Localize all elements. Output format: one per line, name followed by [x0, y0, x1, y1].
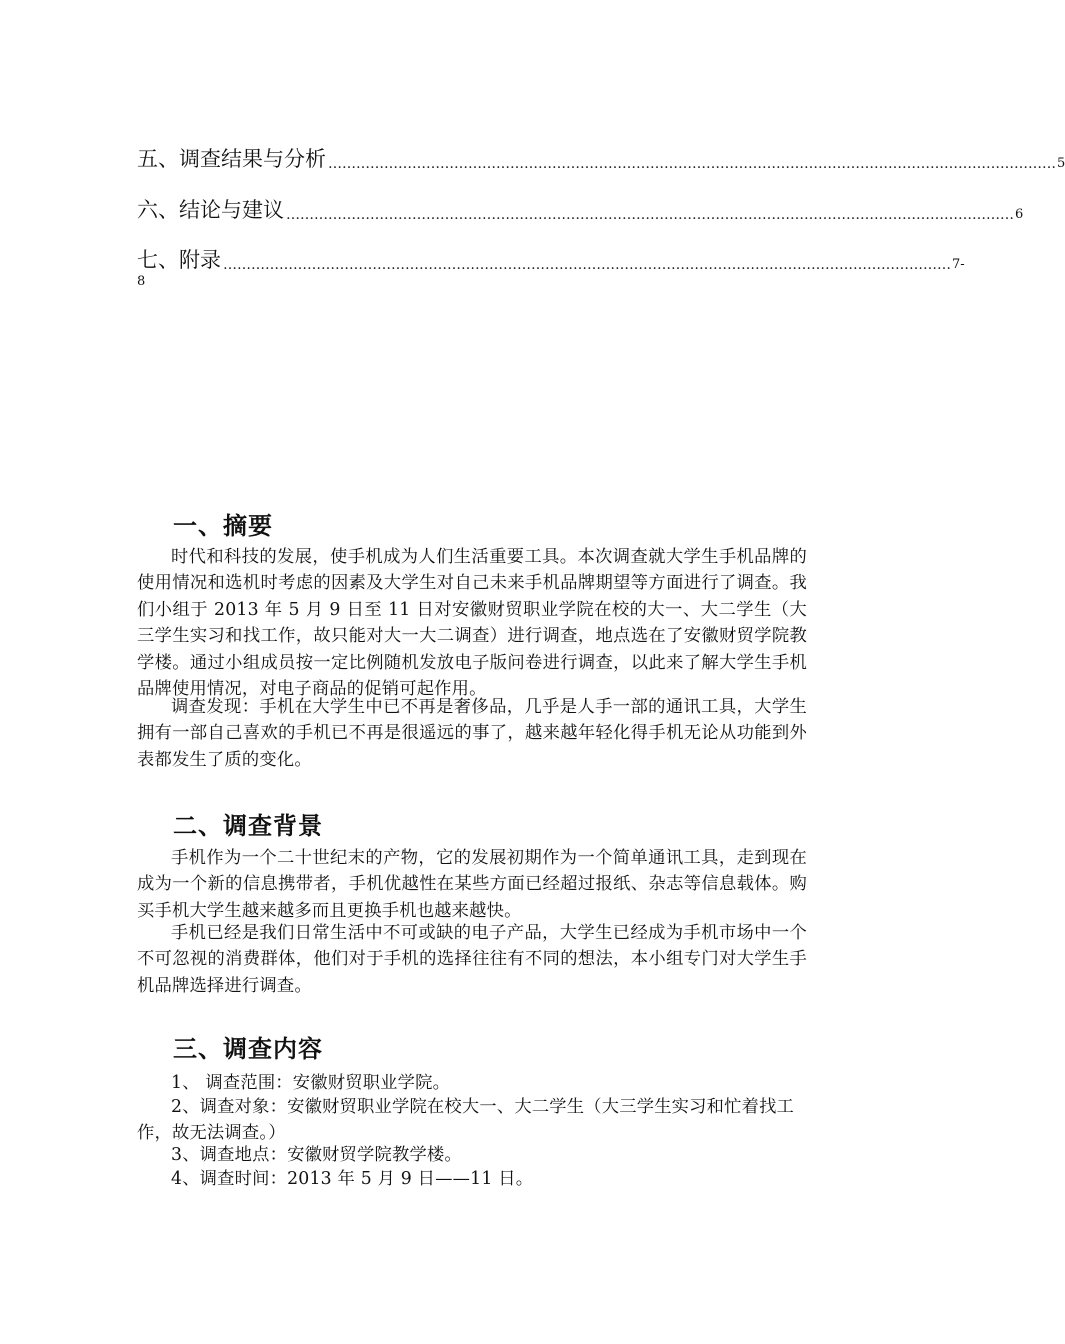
toc-entry-title: 六、结论与建议 [137, 198, 284, 222]
toc-entry-page: 5 [1057, 156, 1065, 171]
section-heading-content: 三、调查内容 [173, 1034, 323, 1063]
toc-entry-page-continued: 8 [137, 274, 146, 289]
toc-leader-dots: ………………………………………………………………………………………………………………………………………… [223, 257, 951, 273]
abstract-findings-paragraph: 调查发现：手机在大学生中已不再是奢侈品，几乎是人手一部的通讯工具，大学生拥有一部自己喜欢的手机已不再是很遥远的事了，越来越年轻化得手机无论从功能到外表都发生了质的变化。 [137, 697, 807, 770]
background-paragraph: 手机已经是我们日常生活中不可或缺的电子产品，大学生已经成为手机市场中一个不可忽视的消费群体，他们对于手机的选择往往有不同的想法，本小组专门对大学生手机品牌选择进行调查。 [137, 923, 807, 996]
toc-entry-title: 五、调查结果与分析 [137, 147, 326, 171]
section-heading-abstract: 一、摘要 [173, 511, 273, 540]
content-list-item: 4、调查时间：2013 年 5 月 9 日——11 日。 [171, 1169, 534, 1189]
toc-entry-page: 7- [952, 257, 965, 272]
background-paragraph: 手机作为一个二十世纪末的产物，它的发展初期作为一个简单通讯工具，走到现在成为一个新的信息携带者，手机优越性在某些方面已经超过报纸、杂志等信息载体。购买手机大学生越来越多而且更换手机也越来越快。 [137, 848, 807, 921]
toc-leader-dots: ………………………………………………………………………………………………………………………………………… [328, 156, 1056, 172]
toc-entry[interactable] [137, 243, 965, 277]
abstract-paragraph: 时代和科技的发展，使手机成为人们生活重要工具。本次调查就大学生手机品牌的使用情况和选机时考虑的因素及大学生对自己未来手机品牌期望等方面进行了调查。我们小组于 2013 年 5 月 9 日至 11 日对安徽财贸职业学院在校的大一、大二学生（大三学生实习和找工作，故只能对大一大二调查）进行调查，地点选在了安徽财贸学院教学楼。通过小组成员按一定比例随机发放电子版问卷进行调查，以此来了解大学生手机品牌使用情况，对电子商品的促销可起作用。 [137, 547, 807, 700]
content-list-item: 2、调查对象：安徽财贸职业学院在校大一、大二学生（大三学生实习和忙着找工作，故无法调查。） [137, 1097, 795, 1144]
content-list-item: 1、 调查范围：安徽财贸职业学院。 [171, 1073, 451, 1093]
content-list-item: 3、调查地点：安徽财贸学院教学楼。 [171, 1145, 462, 1165]
toc-entry-title: 七、附录 [137, 248, 221, 272]
toc-entry[interactable] [137, 193, 1024, 227]
section-heading-background: 二、调查背景 [173, 811, 323, 840]
toc-entry-page: 6 [1015, 207, 1024, 222]
toc-entry[interactable] [137, 142, 1065, 176]
toc-leader-dots: ………………………………………………………………………………………………………………………………………… [286, 207, 1014, 223]
